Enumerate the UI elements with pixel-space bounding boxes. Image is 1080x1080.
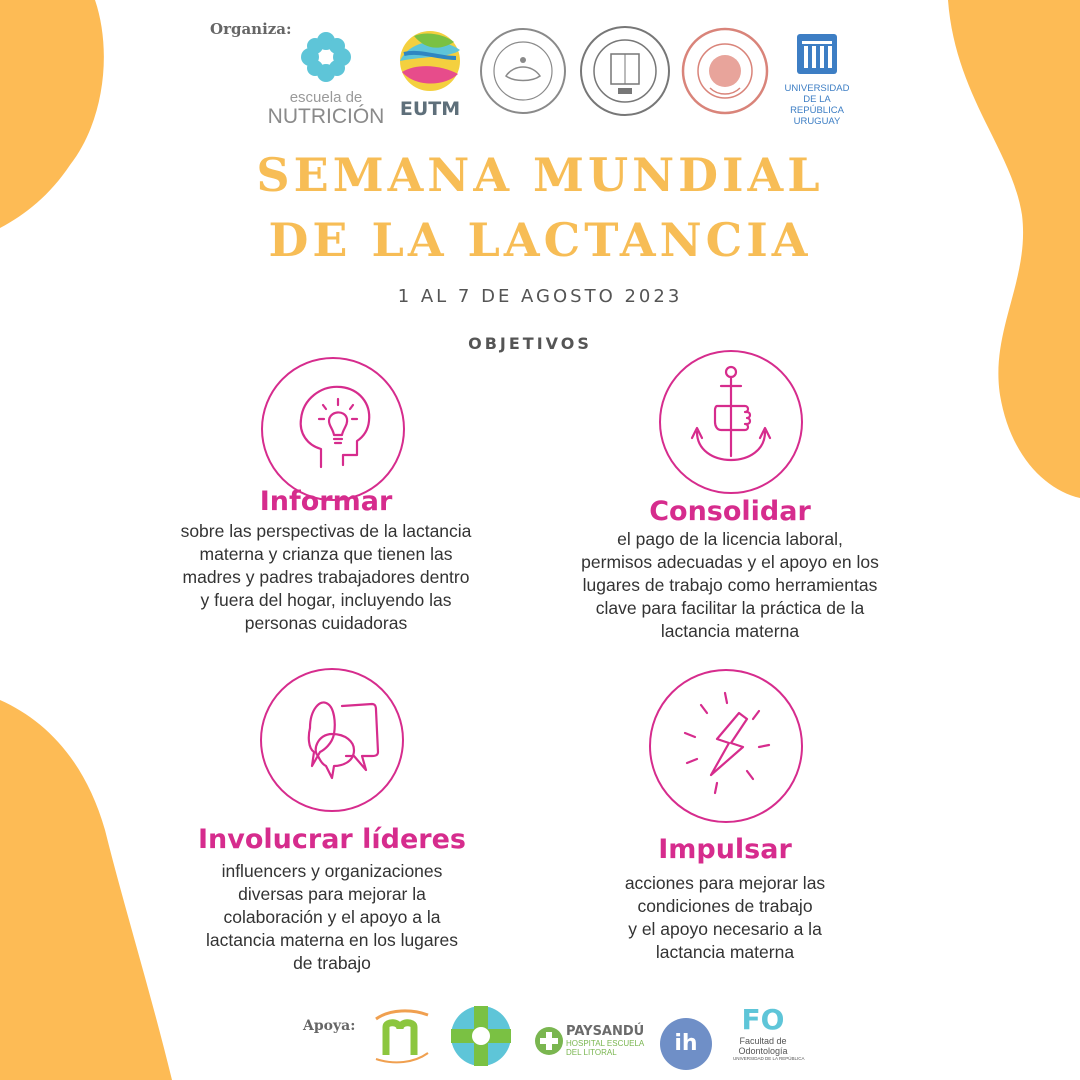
- medicina-seal-icon: [578, 24, 672, 118]
- anchor-fist-icon: [661, 352, 801, 492]
- impulsar-title: Impulsar: [658, 834, 792, 865]
- consolidar-text-line: permisos adecuadas y el apoyo en los: [581, 552, 879, 572]
- informar-text: [151, 520, 501, 635]
- consolidar-text: [550, 528, 910, 643]
- udelar-line1: UNIVERSIDAD: [784, 83, 850, 94]
- consolidar-circle: [659, 350, 803, 494]
- udelar-line2: DE LA REPÚBLICA: [790, 94, 844, 116]
- informar-text-line: madres y padres trabajadores dentro: [182, 567, 470, 587]
- paysandu-line1: PAYSANDÚ: [566, 1024, 645, 1039]
- udelar-logo: [776, 32, 858, 127]
- impulsar-circle: [649, 669, 803, 823]
- impulsar-text-line: lactancia materna: [655, 942, 795, 962]
- bottom-left-blob: [0, 700, 172, 1080]
- paysandu-logo: [534, 1024, 654, 1058]
- involucrar-circle: [260, 668, 404, 812]
- eutm-logo: [394, 28, 466, 120]
- involucrar-title: Involucrar líderes: [198, 824, 466, 855]
- informar-text-line: sobre las perspectivas de la lactancia: [180, 521, 472, 541]
- impulsar-text-line: y el apoyo necesario a la: [628, 919, 822, 939]
- consolidar-text-line: lactancia materna: [660, 621, 800, 641]
- fo-mark: FO: [741, 1003, 785, 1036]
- involucrar-text-line: colaboración y el apoyo a la: [223, 907, 441, 927]
- consolidar-title: Consolidar: [649, 496, 811, 527]
- informar-text-line: personas cuidadoras: [244, 613, 408, 633]
- m-logo-icon: [372, 1003, 432, 1065]
- ih-text: ih: [674, 1031, 698, 1056]
- impulsar-text-line: condiciones de trabajo: [637, 896, 813, 916]
- informar-title: Informar: [259, 486, 393, 517]
- title-line1: SEMANA MUNDIAL: [256, 148, 824, 202]
- event-date: 1 AL 7 DE AGOSTO 2023: [397, 286, 683, 307]
- informar-circle: [261, 357, 405, 501]
- eutm-globe-icon: [394, 28, 466, 94]
- nutricion-logo: [262, 28, 390, 128]
- objectives-heading: OBJETIVOS: [468, 334, 592, 353]
- udelar-line3: URUGUAY: [793, 116, 841, 127]
- nutricion-line2: NUTRICIÓN: [267, 105, 385, 128]
- involucrar-text-line: influencers y organizaciones: [221, 861, 443, 881]
- nutricion-line1: escuela de: [289, 89, 363, 106]
- idea-head-icon: [263, 359, 403, 499]
- consolidar-text-line: el pago de la licencia laboral,: [617, 529, 843, 549]
- green-cross-icon: [449, 1004, 513, 1068]
- impulsar-text: [575, 872, 875, 964]
- flower-icon: [262, 28, 390, 86]
- parteras-seal-icon: [478, 26, 568, 116]
- university-building-icon: [776, 32, 858, 76]
- consolidar-text-line: clave para facilitar la práctica de la: [595, 598, 865, 618]
- organiza-label: Organiza:: [210, 20, 292, 38]
- speech-bubbles-icon: [262, 670, 402, 810]
- odontologia-logo: [733, 1003, 805, 1076]
- consolidar-text-line: lugares de trabajo como herramientas: [582, 575, 878, 595]
- paysandu-line3: DEL LITORAL: [566, 1048, 617, 1057]
- impulsar-text-line: acciones para mejorar las: [624, 873, 826, 893]
- informar-text-line: y fuera del hogar, incluyendo las: [200, 590, 452, 610]
- paysandu-line2: HOSPITAL ESCUELA: [566, 1039, 645, 1048]
- enfermeria-seal-icon: [680, 26, 770, 116]
- involucrar-text-line: diversas para mejorar la: [238, 884, 426, 904]
- eutm-text: EUTM: [399, 98, 461, 120]
- hospital-cross-icon: [534, 1026, 564, 1056]
- odontologia-line2: Odontología: [738, 1046, 788, 1056]
- involucrar-text-line: de trabajo: [293, 953, 371, 973]
- involucrar-text-line: lactancia materna en los lugares: [206, 930, 458, 950]
- odontologia-line1: Facultad de: [739, 1036, 787, 1046]
- apoya-label: Apoya:: [303, 1018, 356, 1034]
- ih-logo: [660, 1018, 712, 1070]
- lightning-icon: [651, 671, 801, 821]
- title-line2: DE LA LACTANCIA: [268, 213, 812, 267]
- informar-text-line: materna y crianza que tienen las: [199, 544, 453, 564]
- involucrar-text: [172, 860, 492, 975]
- odontologia-line3: UNIVERSIDAD DE LA REPÚBLICA: [733, 1056, 805, 1061]
